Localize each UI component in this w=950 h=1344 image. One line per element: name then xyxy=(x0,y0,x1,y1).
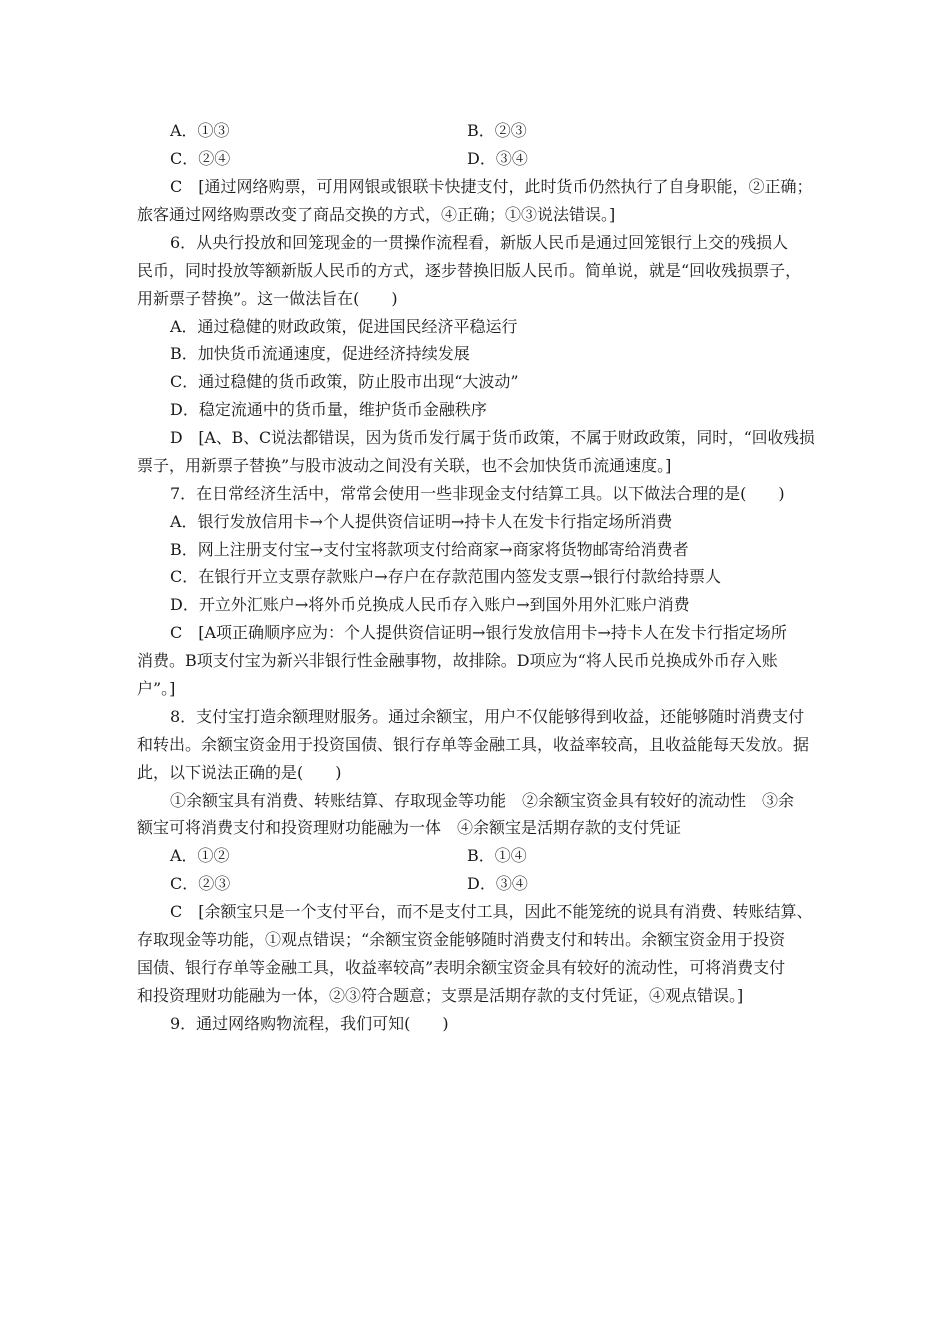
q6-option-d: D．稳定流通中的货币量，维护货币金融秩序 xyxy=(170,400,487,419)
q5-option-d: D．③④ xyxy=(467,149,528,168)
q6-option-b: B．加快货币流通速度，促进经济持续发展 xyxy=(170,344,470,363)
q8-answer-line-2: 存取现金等功能，①观点错误；“余额宝资金能够随时消费支付和转出。余额宝资金用于投资 xyxy=(137,930,786,949)
q6-option-a: A．通过稳健的财政政策，促进国民经济平稳运行 xyxy=(170,317,518,336)
q5-option-c: C．②④ xyxy=(170,149,231,168)
q8-option-a: A．①② xyxy=(170,846,230,865)
q7-answer-line-2: 消费。B项支付宝为新兴非银行性金融事物，故排除。D项应为“将人民币兑换成外币存入账 xyxy=(137,651,778,670)
q7-stem-line-1: 7．在日常经济生活中，常常会使用一些非现金支付结算工具。以下做法合理的是( ) xyxy=(170,484,785,503)
q6-stem-line-3: 用新票子替换”。这一做法旨在( ) xyxy=(137,289,398,308)
q7-option-c: C．在银行开立支票存款账户→存户在存款范围内签发支票→银行付款给持票人 xyxy=(170,567,722,586)
q8-option-b: B．①④ xyxy=(467,846,527,865)
q9-stem-line-1: 9．通过网络购物流程，我们可知( ) xyxy=(170,1014,449,1033)
q7-option-a: A．银行发放信用卡→个人提供资信证明→持卡人在发卡行指定场所消费 xyxy=(170,512,673,531)
q6-stem-line-1: 6．从央行投放和回笼现金的一贯操作流程看，新版人民币是通过回笼银行上交的残损人 xyxy=(170,233,789,252)
q8-answer-line-1: C [余额宝只是一个支付平台，而不是支付工具，因此不能笼统的说具有消费、转账结算、 xyxy=(170,902,813,921)
q8-option-c: C．②③ xyxy=(170,874,231,893)
q7-option-d: D．开立外汇账户→将外币兑换成人民币存入账户→到国外用外汇账户消费 xyxy=(170,595,690,614)
q7-answer-line-3: 户”。] xyxy=(137,679,176,698)
q6-answer-line-2: 票子，用新票子替换”与股市波动之间没有关联，也不会加快货币流通速度。] xyxy=(137,456,672,475)
q8-stem-line-2: 和转出。余额宝资金用于投资国债、银行存单等金融工具，收益率较高，且收益能每天发放。据 xyxy=(137,735,810,754)
q5-answer-line-2: 旅客通过网络购票改变了商品交换的方式，④正确；①③说法错误。] xyxy=(137,205,616,224)
q6-stem-line-2: 民币，同时投放等额新版人民币的方式，逐步替换旧版人民币。简单说，就是“回收残损票子， xyxy=(137,261,802,280)
q8-answer-line-4: 和投资理财功能融为一体，②③符合题意；支票是活期存款的支付凭证，④观点错误。] xyxy=(137,986,744,1005)
q5-option-a: A．①③ xyxy=(170,121,230,140)
q5-answer-line-1: C [通过网络购票，可用网银或银联卡快捷支付，此时货币仍然执行了自身职能，②正确； xyxy=(170,177,813,196)
q6-answer-line-1: D [A、B、C说法都错误，因为货币发行属于货币政策，不属于财政政策，同时，“回收残损 xyxy=(170,428,815,447)
q5-option-b: B．②③ xyxy=(467,121,527,140)
q8-stem-line-3: 此，以下说法正确的是( ) xyxy=(137,763,342,782)
q8-option-d: D．③④ xyxy=(467,874,528,893)
q7-answer-line-1: C [A项正确顺序应为：个人提供资信证明→银行发放信用卡→持卡人在发卡行指定场所 xyxy=(170,623,787,642)
q8-statements-line-1: ①余额宝具有消费、转账结算、存取现金等功能 ②余额宝资金具有较好的流动性 ③余 xyxy=(170,791,795,810)
q8-statements-line-2: 额宝可将消费支付和投资理财功能融为一体 ④余额宝是活期存款的支付凭证 xyxy=(137,818,682,837)
q7-option-b: B．网上注册支付宝→支付宝将款项支付给商家→商家将货物邮寄给消费者 xyxy=(170,540,689,559)
q8-answer-line-3: 国债、银行存单等金融工具，收益率较高”表明余额宝资金具有较好的流动性，可将消费支付 xyxy=(137,958,786,977)
q8-stem-line-1: 8．支付宝打造余额理财服务。通过余额宝，用户不仅能够得到收益，还能够随时消费支付 xyxy=(170,707,805,726)
q6-option-c: C．通过稳健的货币政策，防止股市出现“大波动” xyxy=(170,372,519,391)
